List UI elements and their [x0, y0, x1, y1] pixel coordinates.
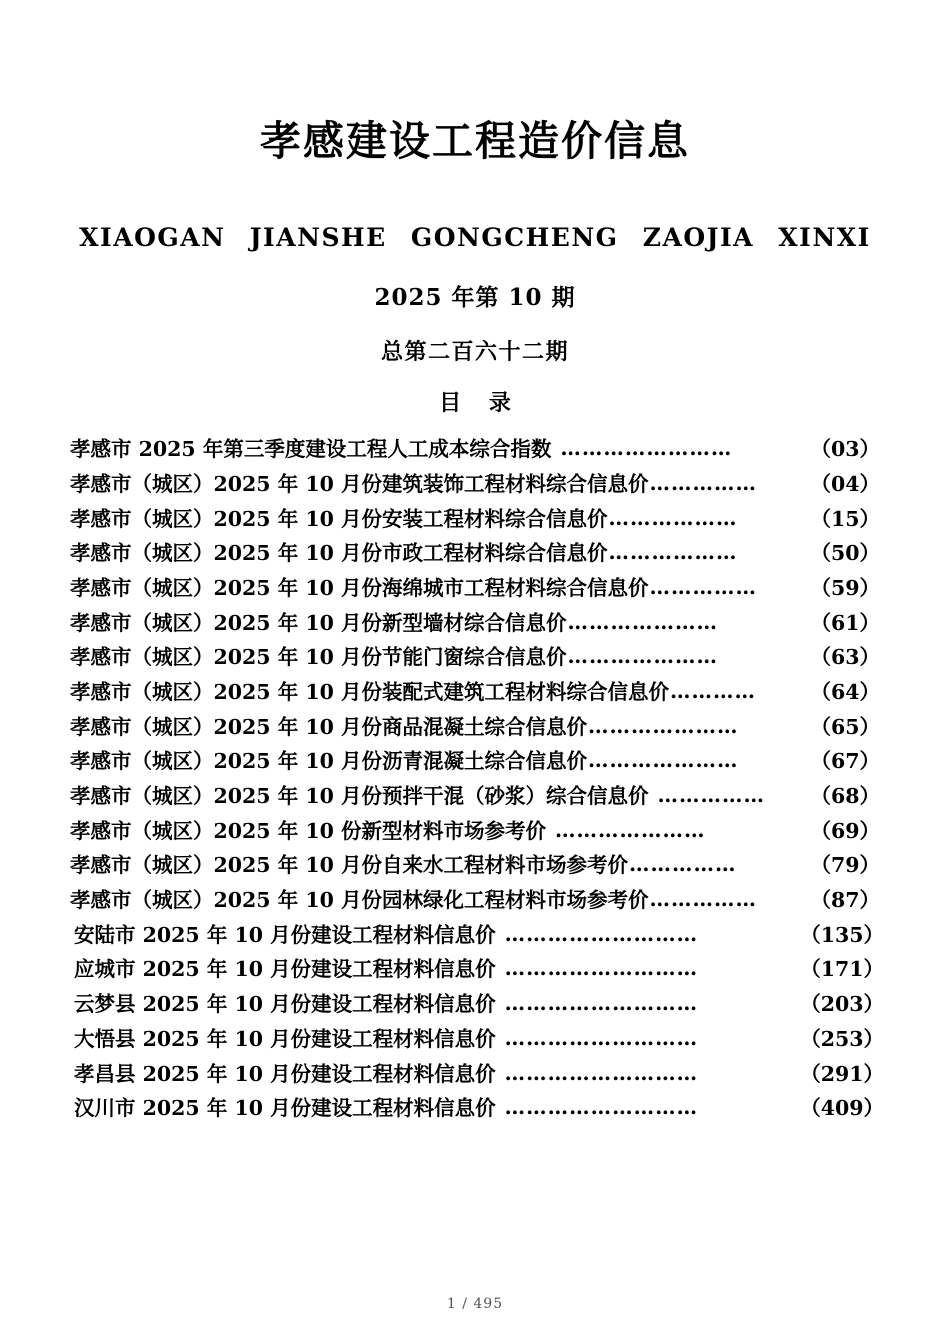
toc-entry-title: 孝昌县 2025 年 10 月份建设工程材料信息价: [74, 1061, 496, 1086]
toc-entry[interactable]: [70, 751, 880, 772]
masthead: [0, 0, 950, 417]
cumulative-issue-number: 总第二百六十二期: [380, 339, 569, 366]
toc-entry[interactable]: [70, 439, 880, 460]
table-of-contents-heading: 目 录: [439, 390, 521, 417]
toc-entry-page-number: （63）: [810, 645, 880, 670]
toc-entry-page-number: （79）: [810, 853, 880, 878]
toc-dot-leader: ……………: [649, 889, 757, 910]
toc-entry[interactable]: [70, 506, 880, 531]
toc-entry-page-number: （59）: [810, 575, 880, 600]
toc-entry[interactable]: [70, 818, 880, 843]
toc-dot-leader: ……………………: [560, 438, 733, 459]
toc-dot-leader: ……………: [657, 785, 765, 806]
toc-entry-page-number: （64）: [810, 679, 880, 704]
toc-entry-title: 汉川市 2025 年 10 月份建设工程材料信息价: [74, 1096, 496, 1121]
toc-entry-page-number: （03）: [810, 437, 880, 462]
toc-dot-leader: ………………………: [504, 1062, 699, 1084]
toc-entry[interactable]: [70, 855, 880, 876]
toc-dot-leader: ……………: [649, 472, 757, 494]
toc-entry-title: 孝感市（城区）2025 年 10 月份市政工程材料综合信息价: [70, 541, 608, 566]
toc-entry-page-number: （61）: [810, 610, 880, 635]
toc-entry-page-number: （135）: [800, 922, 884, 947]
issue-number: 2025 年第 10 期: [374, 284, 576, 312]
toc-entry-page-number: （203）: [800, 992, 884, 1017]
toc-dot-leader: ……………: [649, 576, 757, 598]
toc-entry-title: 云梦县 2025 年 10 月份建设工程材料信息价: [74, 992, 496, 1017]
toc-entry-title: 安陆市 2025 年 10 月份建设工程材料信息价: [74, 922, 496, 947]
toc-entry-title: 孝感市（城区）2025 年 10 月份节能门窗综合信息价: [70, 645, 567, 670]
toc-dot-leader: ………………: [608, 542, 738, 563]
toc-entry-title: 孝感市（城区）2025 年 10 月份预拌干混（砂浆）综合信息价: [70, 784, 649, 809]
toc-dot-leader: ………………………: [504, 1027, 699, 1049]
toc-entry-title: 孝感市（城区）2025 年 10 月份园林绿化工程材料市场参考价: [70, 888, 649, 913]
publication-title: 孝感建设工程造价信息: [260, 117, 690, 165]
toc-entry[interactable]: [70, 471, 880, 496]
toc-dot-leader: ………………………: [504, 958, 699, 979]
toc-dot-leader: …………………: [588, 750, 739, 771]
toc-entry-title: 孝感市（城区）2025 年 10 月份自来水工程材料市场参考价: [70, 853, 628, 878]
toc-entry[interactable]: [70, 1098, 884, 1119]
toc-entry[interactable]: [70, 575, 880, 600]
toc-entry[interactable]: [70, 922, 884, 947]
toc-dot-leader: …………………: [555, 819, 706, 841]
toc-entry-page-number: （291）: [800, 1061, 884, 1086]
toc-entry-title: 孝感市（城区）2025 年 10 月份装配式建筑工程材料综合信息价: [70, 679, 669, 704]
toc-entry[interactable]: [70, 610, 880, 635]
toc-dot-leader: …………………: [567, 611, 718, 633]
toc-dot-leader: ………………………: [504, 1097, 699, 1118]
toc-entry[interactable]: [70, 1026, 884, 1051]
toc-dot-leader: ……………: [629, 854, 737, 875]
toc-entry-title: 孝感市（城区）2025 年 10 月份新型墙材综合信息价: [70, 610, 567, 635]
toc-entry-title: 孝感市（城区）2025 年 10 月份海绵城市工程材料综合信息价: [70, 575, 649, 600]
toc-entry-page-number: （04）: [810, 471, 880, 496]
toc-entry-title: 应城市 2025 年 10 月份建设工程材料信息价: [74, 957, 496, 982]
toc-entry[interactable]: [70, 890, 880, 911]
toc-entry[interactable]: [70, 714, 880, 739]
toc-entry-page-number: （50）: [810, 541, 880, 566]
toc-entry-page-number: （65）: [810, 714, 880, 739]
toc-dot-leader: …………………: [588, 715, 739, 737]
toc-entry[interactable]: [70, 543, 880, 564]
page-indicator: 1 / 495: [446, 1296, 504, 1312]
toc-entry-page-number: （253）: [800, 1026, 884, 1051]
toc-entry-title: 孝感市 2025 年第三季度建设工程人工成本综合指数: [70, 437, 552, 462]
toc-entry-page-number: （68）: [810, 784, 880, 809]
table-of-contents: [0, 417, 950, 1119]
toc-entry-title: 孝感市（城区）2025 年 10 月份安装工程材料综合信息价: [70, 506, 608, 531]
toc-entry-page-number: （171）: [800, 957, 884, 982]
toc-entry[interactable]: [70, 647, 880, 668]
toc-entry-page-number: （67）: [810, 749, 880, 774]
toc-dot-leader: ………………………: [504, 993, 699, 1014]
toc-entry-page-number: （87）: [810, 888, 880, 913]
toc-entry-page-number: （409）: [800, 1096, 884, 1121]
toc-entry[interactable]: [70, 786, 880, 807]
toc-dot-leader: …………………: [567, 646, 718, 667]
toc-entry-title: 大悟县 2025 年 10 月份建设工程材料信息价: [74, 1026, 496, 1051]
toc-entry-page-number: （69）: [810, 818, 880, 843]
publication-title-pinyin: XIAOGAN JIANSHE GONGCHENG ZAOJIA XINXI: [79, 223, 871, 253]
toc-entry-title: 孝感市（城区）2025 年 10 月份建筑装饰工程材料综合信息价: [70, 471, 649, 496]
toc-entry-title: 孝感市（城区）2025 年 10 月份商品混凝土综合信息价: [70, 714, 587, 739]
toc-dot-leader: …………: [670, 680, 756, 702]
toc-entry[interactable]: [70, 959, 884, 980]
toc-entry-title: 孝感市（城区）2025 年 10 份新型材料市场参考价: [70, 818, 546, 843]
toc-dot-leader: ………………………: [504, 923, 699, 945]
toc-dot-leader: ………………: [608, 507, 738, 529]
toc-entry[interactable]: [70, 1061, 884, 1086]
toc-entry[interactable]: [70, 994, 884, 1015]
toc-entry-title: 孝感市（城区）2025 年 10 月份沥青混凝土综合信息价: [70, 749, 587, 774]
toc-entry[interactable]: [70, 679, 880, 704]
toc-entry-page-number: （15）: [810, 506, 880, 531]
